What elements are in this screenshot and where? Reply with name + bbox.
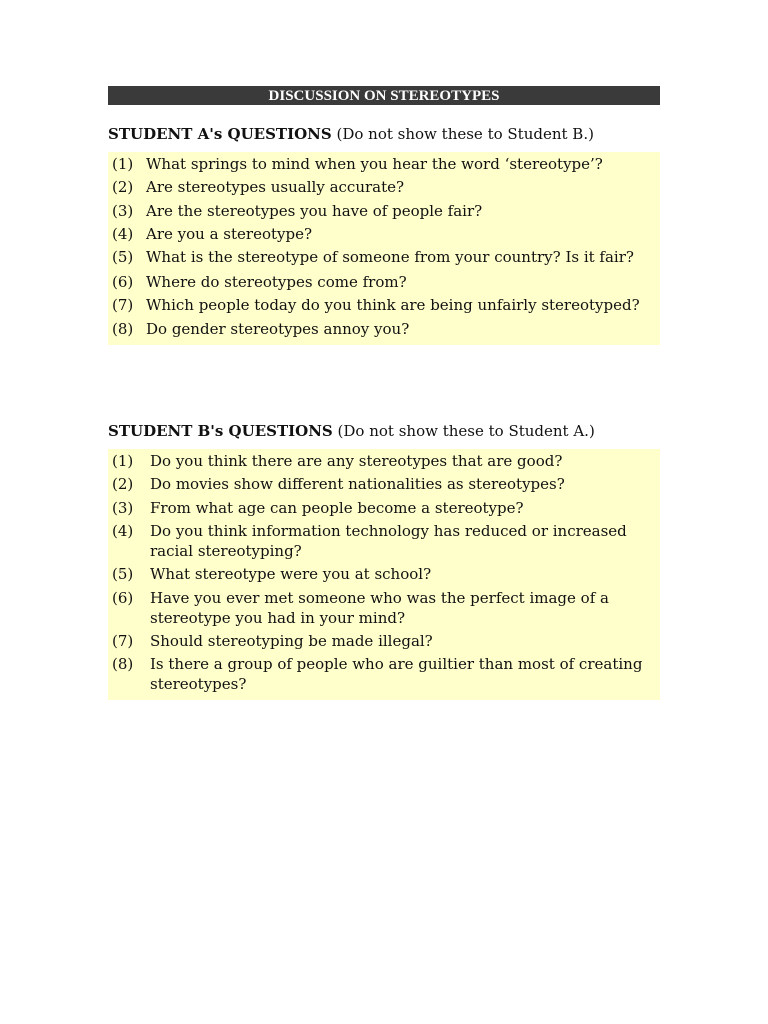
question-item [108, 654, 660, 694]
question-number: (7) [112, 631, 134, 650]
question-number: (4) [112, 521, 134, 540]
question-item [108, 224, 660, 244]
question-text: What is the stereotype of someone from your country? Is it fair? [146, 248, 634, 267]
student-b-questions [108, 449, 660, 700]
question-text: Where do stereotypes come from? [146, 273, 407, 292]
question-text: Do you think information technology has reduced or increased racial stereotyping? [150, 521, 627, 560]
question-item [108, 247, 660, 267]
question-text: From what age can people become a stereotype? [150, 498, 524, 517]
question-item [108, 588, 660, 628]
question-text: Are stereotypes usually accurate? [146, 178, 405, 197]
question-item [108, 295, 660, 315]
question-text: Should stereotyping be made illegal? [150, 631, 433, 650]
question-number: (3) [112, 201, 134, 220]
question-number: (6) [112, 588, 134, 607]
question-item [108, 451, 660, 471]
question-number: (6) [112, 273, 134, 292]
page-title: DISCUSSION ON STEREOTYPES [108, 86, 660, 105]
question-item [108, 177, 660, 197]
question-number: (4) [112, 224, 134, 243]
question-item [108, 631, 660, 651]
question-number: (3) [112, 498, 134, 517]
question-number: (8) [112, 655, 134, 674]
question-number: (1) [112, 452, 134, 471]
question-text: Are you a stereotype? [146, 224, 312, 243]
question-text: Have you ever met someone who was the perfect image of a stereotype you had in your mind? [150, 588, 609, 627]
question-text: What springs to mind when you hear the word ‘stereotype’? [146, 155, 603, 173]
worksheet-page [108, 86, 660, 700]
student-a-heading-label: STUDENT A's QUESTIONS [108, 125, 332, 143]
student-a-heading [108, 124, 660, 144]
question-number: (2) [112, 475, 134, 494]
student-a-questions [108, 152, 660, 345]
question-item [108, 154, 660, 174]
question-item [108, 521, 660, 561]
question-text: Are the stereotypes you have of people fair? [146, 201, 483, 220]
student-b-heading-label: STUDENT B's QUESTIONS [108, 422, 333, 441]
question-item [108, 272, 660, 292]
question-number: (5) [112, 565, 134, 584]
question-item [108, 564, 660, 584]
question-text: Do you think there are any stereotypes that are good? [150, 452, 563, 471]
question-number: (2) [112, 178, 134, 197]
question-item [108, 319, 660, 339]
question-text: Do gender stereotypes annoy you? [146, 319, 410, 338]
student-a-heading-note: (Do not show these to Student B.) [336, 125, 594, 143]
question-text: Which people today do you think are being unfairly stereotyped? [146, 296, 640, 315]
question-number: (1) [112, 155, 134, 173]
question-number: (7) [112, 296, 134, 315]
student-b-heading-note: (Do not show these to Student A.) [337, 422, 595, 441]
question-number: (5) [112, 248, 134, 267]
question-text: What stereotype were you at school? [150, 565, 432, 584]
question-item [108, 498, 660, 518]
question-text: Is there a group of people who are guiltier than most of creating stereotypes? [150, 655, 643, 694]
question-number: (8) [112, 319, 134, 338]
question-item [108, 201, 660, 221]
question-item [108, 474, 660, 494]
student-b-heading [108, 421, 660, 441]
question-text: Do movies show different nationalities as stereotypes? [150, 475, 565, 494]
